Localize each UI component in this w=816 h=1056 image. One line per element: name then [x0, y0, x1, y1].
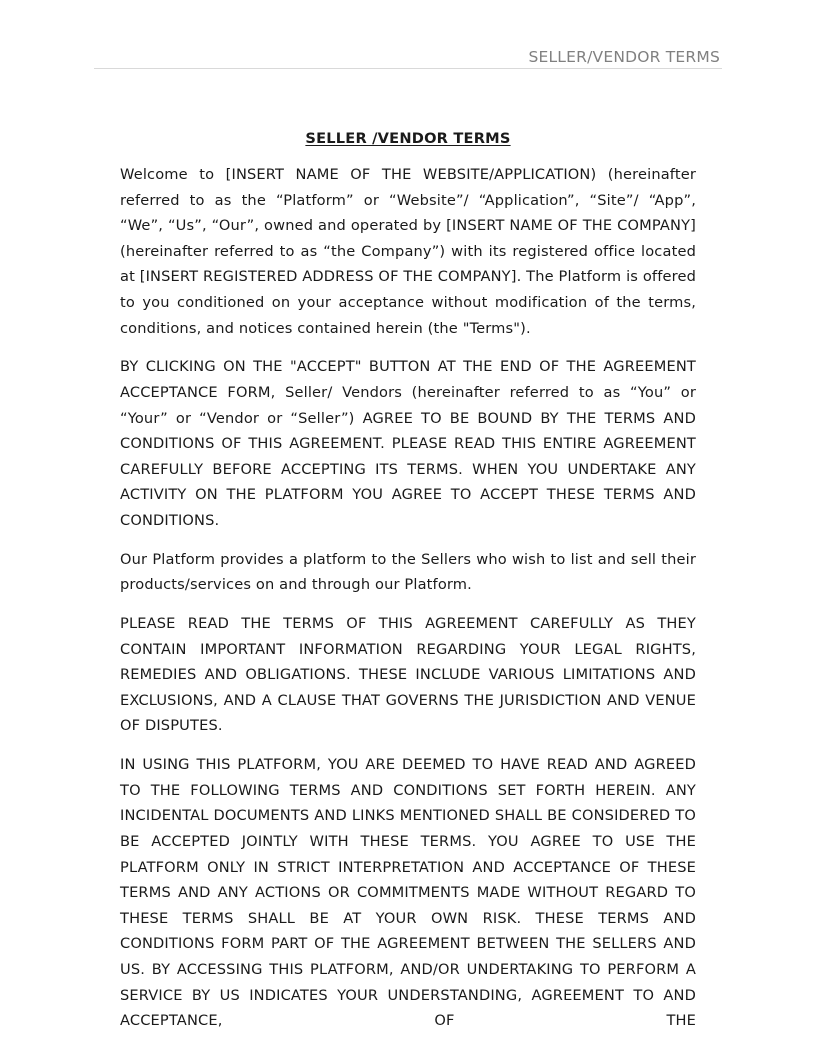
- paragraph-acceptance: BY CLICKING ON THE "ACCEPT" BUTTON AT THE END OF THE AGREEMENT ACCEPTANCE FORM, Seller/ Vendors (hereinafter referred to as “You” or “Your” or “Vendor or “Seller”) AGREE TO BE BOUND BY THE TERMS AND CONDITIONS OF THIS AGREEMENT. PLEASE READ THIS ENTIRE AGREEMENT CAREFULLY BEFORE ACCEPTING ITS TERMS. WHEN YOU UNDERTAKE ANY ACTIVITY ON THE PLATFORM YOU AGREE TO ACCEPT THESE TERMS AND CONDITIONS.: [120, 358, 696, 529]
- document-body: [120, 128, 696, 1034]
- document-title: SELLER /VENDOR TERMS: [305, 130, 511, 147]
- paragraph-legal-rights-notice: PLEASE READ THE TERMS OF THIS AGREEMENT CAREFULLY AS THEY CONTAIN IMPORTANT INFORMATION REGARDING YOUR LEGAL RIGHTS, REMEDIES AND OBLIGATIONS. THESE INCLUDE VARIOUS LIMITATIONS AND EXCLUSIONS, AND A CLAUSE THAT GOVERNS THE JURISDICTION AND VENUE OF DISPUTES.: [120, 615, 696, 735]
- page-header: [94, 48, 722, 69]
- paragraph-welcome: Welcome to [INSERT NAME OF THE WEBSITE/APPLICATION) (hereinafter referred to as the “Platform” or “Website”/ “Application”, “Site”/ “App”, “We”, “Us”, “Our”, owned and operated by [INSERT NAME OF THE COMPANY] (hereinafter referred to as “the Company”) with its registered office located at [INSERT REGISTERED ADDRESS OF THE COMPANY]. The Platform is offered to you conditioned on your acceptance without modification of the terms, conditions, and notices contained herein (the "Terms").: [120, 166, 696, 337]
- paragraph-platform-description: Our Platform provides a platform to the Sellers who wish to list and sell their products/services on and through our Platform.: [120, 550, 696, 594]
- paragraph-usage-agreement: IN USING THIS PLATFORM, YOU ARE DEEMED TO HAVE READ AND AGREED TO THE FOLLOWING TERMS AND CONDITIONS SET FORTH HEREIN. ANY INCIDENTAL DOCUMENTS AND LINKS MENTIONED SHALL BE CONSIDERED TO BE ACCEPTED JOINTLY WITH THESE TERMS. YOU AGREE TO USE THE PLATFORM ONLY IN STRICT INTERPRETATION AND ACCEPTANCE OF THESE TERMS AND ANY ACTIONS OR COMMITMENTS MADE WITHOUT REGARD TO THESE TERMS SHALL BE AT YOUR OWN RISK. THESE TERMS AND CONDITIONS FORM PART OF THE AGREEMENT BETWEEN THE SELLERS AND US. BY ACCESSING THIS PLATFORM, AND/OR UNDERTAKING TO PERFORM A SERVICE BY US INDICATES YOUR UNDERSTANDING, AGREEMENT TO AND ACCEPTANCE, OF THE: [120, 756, 696, 1030]
- running-header-title: SELLER/VENDOR TERMS: [528, 48, 720, 66]
